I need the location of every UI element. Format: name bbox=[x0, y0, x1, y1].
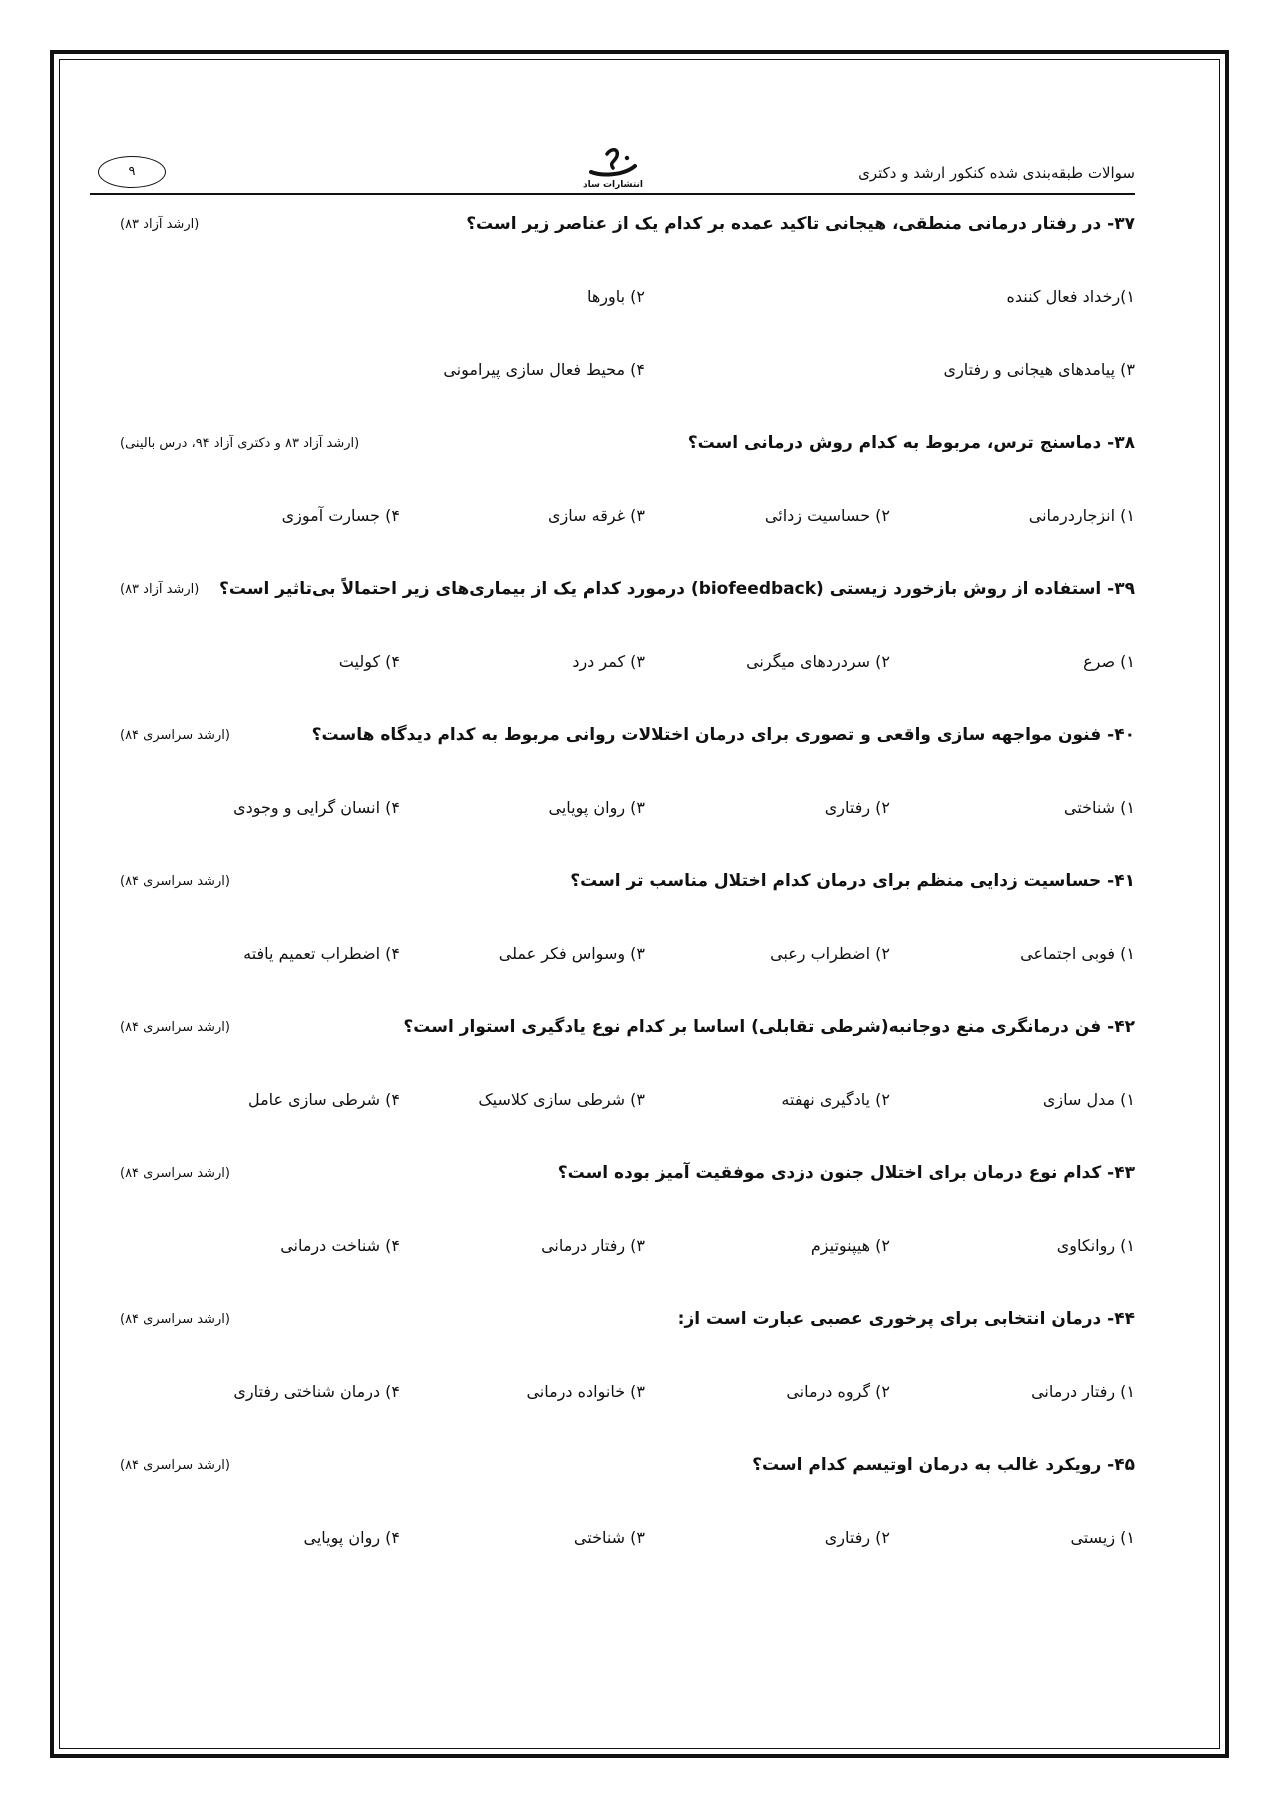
page-number: ۹ bbox=[98, 156, 166, 188]
question-text: ۳۸- دماسنج ترس، مربوط به کدام روش درمانی است؟ bbox=[687, 433, 1135, 453]
option-1: ۱) فوبی اجتماعی bbox=[1020, 944, 1135, 963]
option-4: ۴) انسان گرایی و وجودی bbox=[233, 798, 400, 817]
option-4: ۴) اضطراب تعمیم یافته bbox=[243, 944, 400, 963]
question-text: ۴۲- فن درمانگری منع دوجانبه(شرطی تقابلی) اساسا بر کدام نوع یادگیری استوار است؟ bbox=[403, 1017, 1135, 1037]
option-1: ۱)رخداد فعال کننده bbox=[1006, 287, 1135, 306]
option-2: ۲) هیپنوتیزم bbox=[810, 1236, 890, 1255]
question-text: ۳۹- استفاده از روش بازخورد زیستی (biofeedback) درمورد کدام یک از بیماری‌های زیر احتمالاً بی‌تاثیر است؟ bbox=[218, 579, 1135, 599]
question-source: (ارشد سراسری ۸۴) bbox=[120, 728, 230, 743]
options-row bbox=[120, 346, 1135, 419]
option-3: ۳) شرطی سازی کلاسیک bbox=[478, 1090, 645, 1109]
option-2: ۲) رفتاری bbox=[824, 1528, 890, 1547]
options-row bbox=[120, 492, 1135, 565]
option-2: ۲) باورها bbox=[586, 287, 645, 306]
option-2: ۲) رفتاری bbox=[824, 798, 890, 817]
question-row bbox=[120, 857, 1135, 930]
options-row bbox=[120, 1076, 1135, 1149]
publisher-logo bbox=[568, 146, 658, 190]
question-source: (ارشد سراسری ۸۴) bbox=[120, 874, 230, 889]
question-text: ۴۳- کدام نوع درمان برای اختلال جنون دزدی موفقیت آمیز بوده است؟ bbox=[557, 1163, 1135, 1183]
option-4: ۴) شناخت درمانی bbox=[280, 1236, 400, 1255]
question-text: ۴۰- فنون مواجهه سازی واقعی و تصوری برای درمان اختلالات روانی مربوط به کدام دیدگاه هاست؟ bbox=[311, 725, 1135, 745]
option-4: ۴) درمان شناختی رفتاری bbox=[233, 1382, 400, 1401]
logo-swoosh-icon bbox=[583, 146, 643, 180]
option-3: ۳) رفتار درمانی bbox=[541, 1236, 645, 1255]
question-text: ۳۷- در رفتار درمانی منطقی، هیجانی تاکید عمده بر کدام یک از عناصر زیر است؟ bbox=[466, 214, 1135, 234]
question-row bbox=[120, 1441, 1135, 1514]
option-4: ۴) روان پویایی bbox=[303, 1528, 400, 1547]
options-row bbox=[120, 1222, 1135, 1295]
option-4: ۴) کولیت bbox=[338, 652, 400, 671]
question-row bbox=[120, 565, 1135, 638]
option-2: ۲) یادگیری نهفته bbox=[781, 1090, 890, 1109]
logo-text: انتشارات ساد bbox=[583, 180, 643, 190]
header-title: سوالات طبقه‌بندی شده کنکور ارشد و دکتری bbox=[858, 164, 1135, 182]
question-text: ۴۵- رویکرد غالب به درمان اوتیسم کدام است؟ bbox=[752, 1455, 1135, 1475]
options-row bbox=[120, 1514, 1135, 1587]
option-1: ۱) شناختی bbox=[1063, 798, 1135, 817]
option-3: ۳) روان پویایی bbox=[548, 798, 645, 817]
option-1: ۱) مدل سازی bbox=[1042, 1090, 1135, 1109]
option-2: ۲) اضطراب رعبی bbox=[770, 944, 890, 963]
question-source: (ارشد آزاد ۸۳) bbox=[120, 582, 200, 597]
question-row bbox=[120, 200, 1135, 273]
question-row bbox=[120, 711, 1135, 784]
option-1: ۱) صرع bbox=[1083, 652, 1135, 671]
question-row bbox=[120, 419, 1135, 492]
options-row bbox=[120, 930, 1135, 1003]
option-1: ۱) انزجاردرمانی bbox=[1028, 506, 1135, 525]
option-2: ۲) حساسیت زدائی bbox=[764, 506, 890, 525]
header-rule bbox=[90, 193, 1135, 195]
question-text: ۴۴- درمان انتخابی برای پرخوری عصبی عبارت است از: bbox=[677, 1309, 1135, 1329]
option-2: ۲) سردردهای میگرنی bbox=[746, 652, 890, 671]
options-row bbox=[120, 1368, 1135, 1441]
question-row bbox=[120, 1003, 1135, 1076]
option-3: ۳) خانواده درمانی bbox=[526, 1382, 645, 1401]
page-header bbox=[90, 150, 1135, 196]
option-3: ۳) کمر درد bbox=[572, 652, 645, 671]
question-source: (ارشد سراسری ۸۴) bbox=[120, 1166, 230, 1181]
question-source: (ارشد سراسری ۸۴) bbox=[120, 1312, 230, 1327]
option-1: ۱) زیستی bbox=[1070, 1528, 1135, 1547]
option-4: ۴) جسارت آموزی bbox=[281, 506, 400, 525]
option-1: ۱) رفتار درمانی bbox=[1031, 1382, 1135, 1401]
question-source: (ارشد سراسری ۸۴) bbox=[120, 1458, 230, 1473]
question-row bbox=[120, 1149, 1135, 1222]
option-3: ۳) غرقه سازی bbox=[548, 506, 645, 525]
options-row bbox=[120, 784, 1135, 857]
option-4: ۴) محیط فعال سازی پیرامونی bbox=[443, 360, 645, 379]
question-source: (ارشد آزاد ۸۳ و دکتری آزاد ۹۴، درس بالینی) bbox=[120, 436, 360, 451]
question-text: ۴۱- حساسیت زدایی منظم برای درمان کدام اختلال مناسب تر است؟ bbox=[570, 871, 1135, 891]
question-row bbox=[120, 1295, 1135, 1368]
option-3: ۳) وسواس فکر عملی bbox=[498, 944, 645, 963]
option-3: ۳) شناختی bbox=[573, 1528, 645, 1547]
option-1: ۱) روانکاوی bbox=[1056, 1236, 1135, 1255]
questions-list bbox=[120, 200, 1135, 1587]
option-4: ۴) شرطی سازی عامل bbox=[247, 1090, 400, 1109]
options-row bbox=[120, 273, 1135, 346]
option-3: ۳) پیامدهای هیجانی و رفتاری bbox=[943, 360, 1135, 379]
options-row bbox=[120, 638, 1135, 711]
question-source: (ارشد آزاد ۸۳) bbox=[120, 217, 200, 232]
option-2: ۲) گروه درمانی bbox=[786, 1382, 890, 1401]
question-source: (ارشد سراسری ۸۴) bbox=[120, 1020, 230, 1035]
